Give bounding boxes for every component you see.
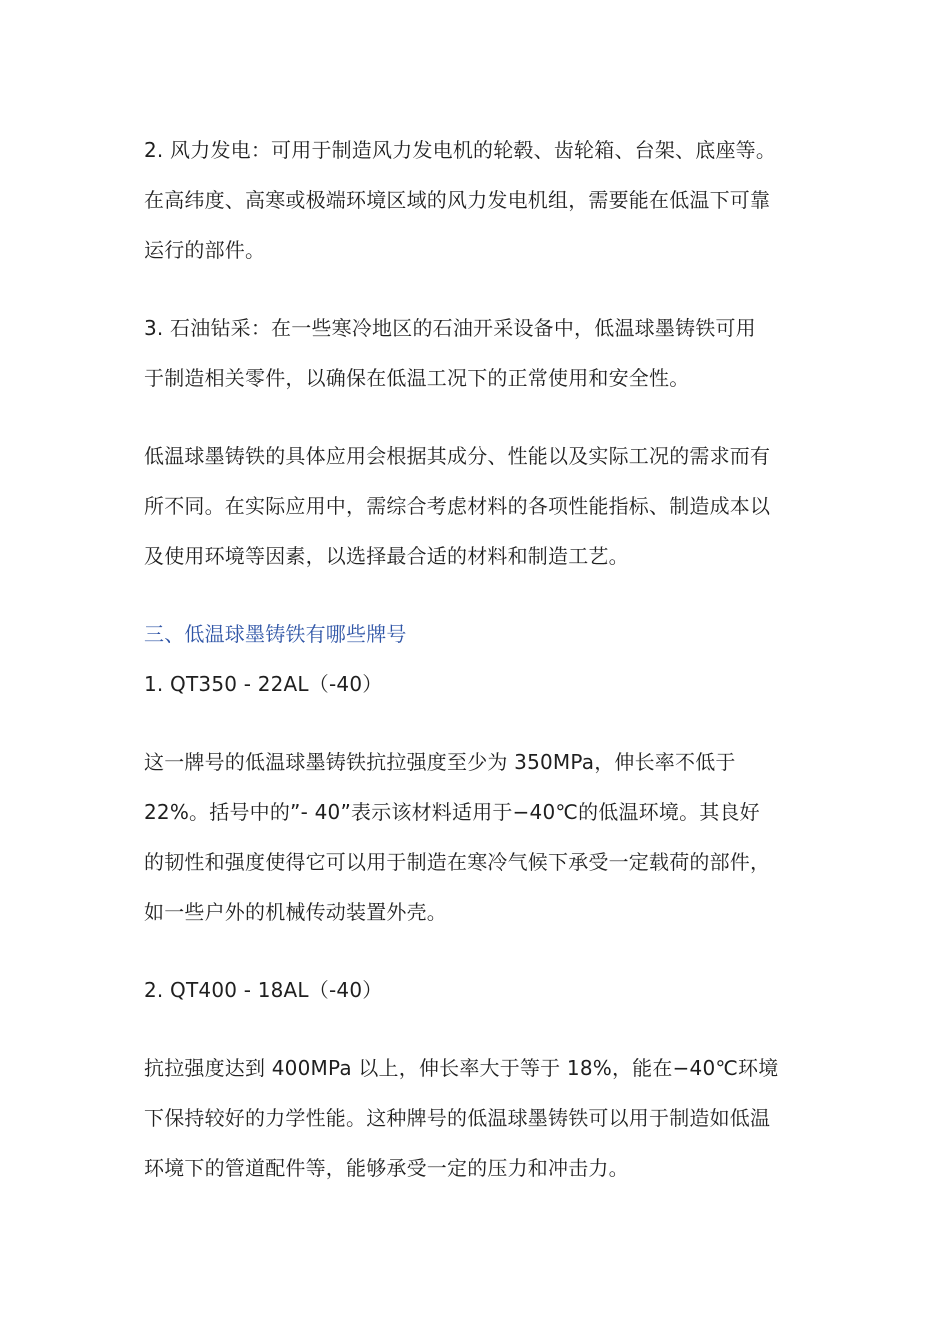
grade2-title: 2. QT400 - 18AL（-40）	[144, 978, 383, 1002]
grade2-line-1: 抗拉强度达到 400MPa 以上，伸长率大于等于 18%，能在−40℃环境	[144, 1056, 779, 1080]
oil-drilling-line-1: 3. 石油钻采：在一些寒冷地区的石油开采设备中，低温球墨铸铁可用	[144, 316, 756, 340]
section-heading-grades: 三、低温球墨铸铁有哪些牌号	[144, 622, 407, 646]
grade1-title: 1. QT350 - 22AL（-40）	[144, 672, 383, 696]
wind-power-line-3: 运行的部件。	[144, 238, 266, 262]
summary-line-1: 低温球墨铸铁的具体应用会根据其成分、性能以及实际工况的需求而有	[144, 444, 771, 468]
grade1-line-1: 这一牌号的低温球墨铸铁抗拉强度至少为 350MPa，伸长率不低于	[144, 750, 736, 774]
wind-power-line-1: 2. 风力发电：可用于制造风力发电机的轮毂、齿轮箱、台架、底座等。	[144, 138, 777, 162]
grade2-line-3: 环境下的管道配件等，能够承受一定的压力和冲击力。	[144, 1156, 629, 1180]
summary-line-3: 及使用环境等因素，以选择最合适的材料和制造工艺。	[144, 544, 629, 568]
grade1-line-4: 如一些户外的机械传动装置外壳。	[144, 900, 447, 924]
grade1-line-2: 22%。括号中的”- 40”表示该材料适用于−40℃的低温环境。其良好	[144, 800, 760, 824]
oil-drilling-line-2: 于制造相关零件，以确保在低温工况下的正常使用和安全性。	[144, 366, 690, 390]
wind-power-line-2: 在高纬度、高寒或极端环境区域的风力发电机组，需要能在低温下可靠	[144, 188, 771, 212]
grade1-line-3: 的韧性和强度使得它可以用于制造在寒冷气候下承受一定载荷的部件，	[144, 850, 771, 874]
grade2-line-2: 下保持较好的力学性能。这种牌号的低温球墨铸铁可以用于制造如低温	[144, 1106, 771, 1130]
summary-line-2: 所不同。在实际应用中，需综合考虑材料的各项性能指标、制造成本以	[144, 494, 771, 518]
